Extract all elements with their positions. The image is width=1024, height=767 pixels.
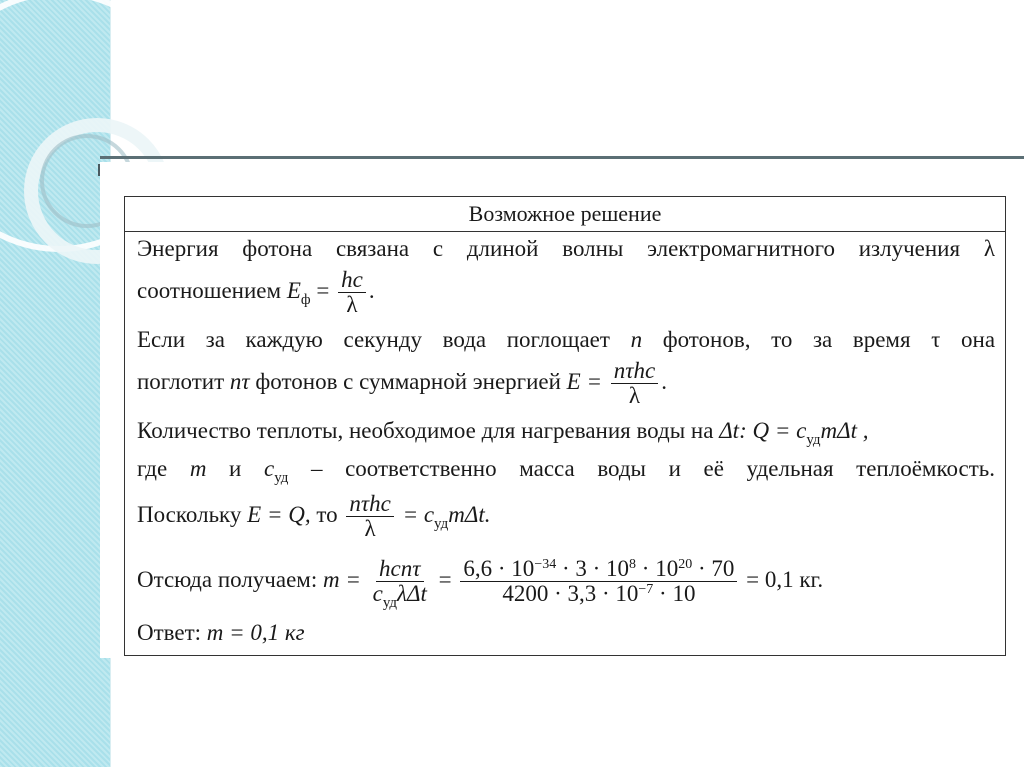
p5-fraction2-num xyxy=(460,557,737,582)
p3-c-symbol: c xyxy=(263,456,275,481)
p4-rhs: = c xyxy=(402,501,435,527)
p3-m-symbol: m xyxy=(189,456,207,481)
paragraph-4 xyxy=(137,492,995,541)
paragraph-1-line-2 xyxy=(137,268,995,317)
paragraph-2-line-2 xyxy=(137,359,995,408)
p5-fraction-symbolic xyxy=(370,556,430,611)
p5-den-part-a: 4200 · 3,3 · 10 xyxy=(502,581,639,606)
answer-value: m = 0,1 кг xyxy=(206,620,305,645)
p2-end: . xyxy=(661,368,667,394)
p5-fraction2-den xyxy=(499,582,698,606)
p1-fraction-den: λ xyxy=(346,292,358,317)
answer-line xyxy=(137,620,995,646)
p5-fraction-numeric xyxy=(460,557,737,606)
p5-equals: = xyxy=(438,566,452,592)
p5-num-part-c: · 10 xyxy=(636,556,679,581)
p5-den-part-b: · 10 xyxy=(653,581,696,606)
p3-delta-t: Δt: xyxy=(719,418,747,443)
p5-den-sub: уд xyxy=(382,595,398,611)
p3-c-sub: уд xyxy=(274,470,289,486)
p2-text-a: Если за каждую секунду вода поглощает xyxy=(137,327,610,352)
p5-num-exp1: −34 xyxy=(534,557,557,572)
p1-energy-sub: ф xyxy=(300,291,311,308)
p4-fraction xyxy=(346,492,393,541)
p5-den-c: c xyxy=(372,581,383,606)
p3-heat-formula-end: mΔt , xyxy=(820,418,869,443)
paragraph-3-line-2 xyxy=(137,456,996,486)
p1-equals: = xyxy=(316,277,330,303)
p1-end: . xyxy=(368,277,375,303)
p2-cont: поглотит xyxy=(137,368,225,394)
p4-equality: E = Q, xyxy=(247,501,311,527)
p2-ntau-symbol: nτ xyxy=(229,368,250,394)
p2-text-b: фотонов, то за время τ она xyxy=(662,327,996,352)
p1-energy-symbol: E xyxy=(286,277,301,303)
p2-fraction-den: λ xyxy=(628,383,641,408)
p2-fraction xyxy=(611,359,658,408)
p1-cont: соотношением xyxy=(137,277,282,303)
p3-text: Количество теплоты, необходимое для нагревания воды на xyxy=(137,418,714,443)
p4-rhs-end: mΔt. xyxy=(448,501,491,527)
p5-result: = 0,1 кг. xyxy=(746,566,824,592)
p4-text: Поскольку xyxy=(137,501,242,527)
p5-den-exp: −7 xyxy=(638,582,654,597)
p4-fraction-den: λ xyxy=(364,516,376,541)
solution-body xyxy=(125,236,1005,646)
p4-then: то xyxy=(316,501,338,527)
p5-num-part-d: · 70 xyxy=(692,556,735,581)
p5-fraction1-num: hcnτ xyxy=(376,557,423,582)
p5-fraction1-den xyxy=(370,581,430,611)
p5-m-eq: m = xyxy=(323,566,361,592)
p3-heat-sub: уд xyxy=(806,432,821,448)
answer-label: Ответ: xyxy=(137,620,202,645)
p5-num-part-b: · 3 · 10 xyxy=(556,556,630,581)
p4-rhs-sub: уд xyxy=(434,515,449,532)
p3-and: и xyxy=(229,456,242,481)
p2-cont-b: фотонов с суммарной энергией xyxy=(255,368,561,394)
left-decorative-strip xyxy=(0,0,111,767)
p3-where: где xyxy=(137,456,168,481)
p5-text: Отсюда получаем: xyxy=(137,566,318,592)
paragraph-5 xyxy=(137,556,995,611)
slide-title-divider xyxy=(100,156,1024,159)
p1-fraction xyxy=(338,268,366,317)
p5-num-part-a: 6,6 · 10 xyxy=(463,556,535,581)
paragraph-3-line-1 xyxy=(137,418,995,448)
p2-energy-eq: E = xyxy=(566,368,602,394)
paragraph-1-line-1 xyxy=(137,236,995,262)
p1-fraction-num: hc xyxy=(338,268,366,293)
p5-num-exp2: 8 xyxy=(629,557,637,572)
p2-fraction-num: nτhc xyxy=(611,359,658,384)
paragraph-2-line-1 xyxy=(137,327,995,353)
p1-text: Энергия фотона связана с длиной волны электромагнитного излучения λ xyxy=(137,236,995,261)
p4-fraction-num: nτhc xyxy=(346,492,393,517)
p5-den-end: λΔt xyxy=(397,581,427,606)
p5-num-exp3: 20 xyxy=(678,557,693,572)
p2-n-symbol: n xyxy=(630,327,643,352)
solution-header: Возможное решение xyxy=(125,197,1005,232)
p3-explanation: – соответственно масса воды и её удельная теплоёмкость. xyxy=(310,456,996,481)
p3-heat-formula: Q = c xyxy=(752,418,807,443)
solution-table xyxy=(124,196,1006,656)
